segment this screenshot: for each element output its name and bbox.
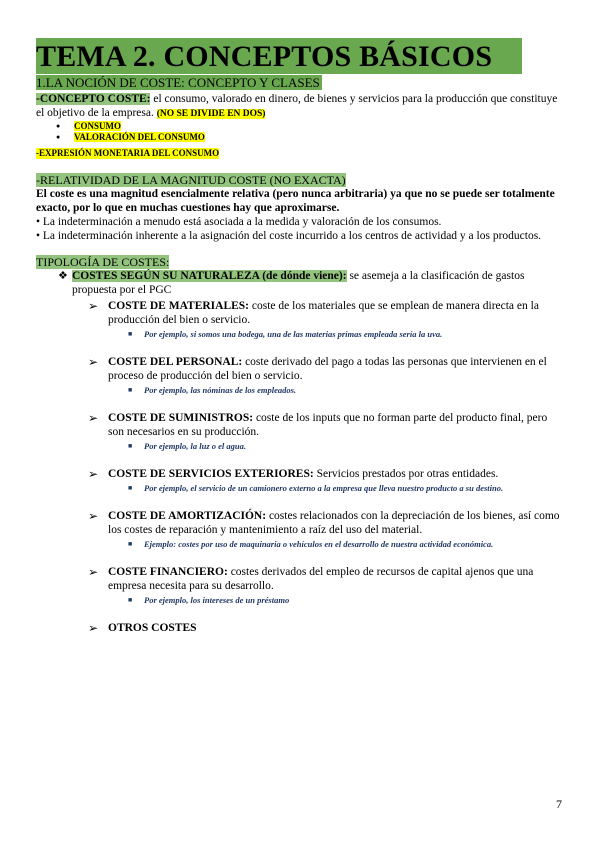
other-costs-label: OTROS COSTES xyxy=(108,622,197,634)
example-line: ■ Por ejemplo, la luz o el agua. xyxy=(128,441,246,451)
cost-text: coste derivado del pago a todas las personas que intervienen en el proceso de producción del bien o servicio. xyxy=(108,356,547,382)
concept-bullet-list xyxy=(36,121,566,143)
arrow-bullet-icon: ➢ xyxy=(88,411,99,425)
cost-label: COSTE DE MATERIALES: xyxy=(108,300,250,312)
cost-label: COSTE DEL PERSONAL: xyxy=(108,356,243,368)
document-page xyxy=(36,38,566,635)
relativity-point-1: • La indeterminación a menudo está asociada a la medida y valoración de los consumos. xyxy=(36,216,442,228)
square-bullet-icon: ■ xyxy=(128,596,133,604)
page-title: TEMA 2. CONCEPTOS BÁSICOS xyxy=(36,38,522,74)
typology-heading: TIPOLOGÍA DE COSTES: xyxy=(36,255,170,269)
nature-row xyxy=(36,269,566,297)
concept-paragraph xyxy=(36,92,566,121)
concept-label: -CONCEPTO COSTE: xyxy=(36,93,151,105)
example-line: ■ Por ejemplo, los intereses de un préstamo xyxy=(128,595,290,605)
list-item: ● VALORACIÓN DEL CONSUMO xyxy=(56,132,566,143)
square-bullet-icon: ■ xyxy=(128,330,133,338)
cost-label: COSTE DE SUMINISTROS: xyxy=(108,412,254,424)
arrow-bullet-icon: ➢ xyxy=(88,565,99,579)
cost-item xyxy=(36,565,566,606)
square-bullet-icon: ■ xyxy=(128,442,133,450)
cost-item xyxy=(36,467,566,494)
cost-item xyxy=(36,621,566,635)
list-item: ● CONSUMO xyxy=(56,121,566,132)
cost-text: coste de los materiales que se emplean de manera directa en la producción del bien o servicio. xyxy=(108,300,539,326)
example-line: ■ Por ejemplo, el servicio de un camionero externo a la empresa que lleva nuestro producto a su destino. xyxy=(128,483,504,493)
arrow-bullet-icon: ➢ xyxy=(88,509,99,523)
arrow-bullet-icon: ➢ xyxy=(88,299,99,313)
cost-label: COSTE DE AMORTIZACIÓN: xyxy=(108,510,267,522)
cost-item xyxy=(36,509,566,550)
cost-text: coste de los inputs que no forman parte del producto final, pero son necesarios en su producción. xyxy=(108,412,548,438)
cost-label: COSTE DE SERVICIOS EXTERIORES: xyxy=(108,468,314,480)
cost-text: Servicios prestados por otras entidades. xyxy=(313,468,499,480)
section-heading: 1.LA NOCIÓN DE COSTE: CONCEPTO Y CLASES xyxy=(36,75,320,90)
expression-line: -EXPRESIÓN MONETARIA DEL CONSUMO xyxy=(36,148,220,158)
arrow-bullet-icon: ➢ xyxy=(88,621,99,635)
cost-item xyxy=(36,411,566,452)
cost-item xyxy=(36,355,566,396)
example-line: ■ Por ejemplo, las nóminas de los empleados. xyxy=(128,385,297,395)
example-line: ■ Por ejemplo, si somos una bodega, una de las materias primas empleada sería la uva. xyxy=(128,329,443,339)
relativity-bold-text: El coste es una magnitud esencialmente relativa (pero nunca arbitraria) ya que no se puede ser totalmente exacto, por lo que en muchas cuestiones hay que aproximarse. xyxy=(36,188,555,214)
cost-text: costes relacionados con la depreciación de los bienes, así como los costes de reparación y mantenimiento a raíz del uso del material. xyxy=(108,510,560,536)
square-bullet-icon: ■ xyxy=(128,540,133,548)
cost-label: COSTE FINANCIERO: xyxy=(108,566,228,578)
nature-label: COSTES SEGÚN SU NATURALEZA (de dónde viene): xyxy=(72,270,347,282)
diamond-bullet-icon: ❖ xyxy=(58,270,68,282)
square-bullet-icon: ■ xyxy=(128,386,133,394)
concept-note: (NO SE DIVIDE EN DOS) xyxy=(156,109,266,119)
page-number: 7 xyxy=(556,797,562,811)
arrow-bullet-icon: ➢ xyxy=(88,355,99,369)
nature-text: se asemeja a la clasificación de gastos propuesta por el PGC xyxy=(72,270,525,296)
example-line: ■ Ejemplo: costes por uso de maquinaria o vehículos en el desarrollo de nuestra actividad económica. xyxy=(128,539,494,549)
arrow-bullet-icon: ➢ xyxy=(88,467,99,481)
relativity-point-2: • La indeterminación inherente a la asignación del coste incurrido a los centros de actividad y a los productos. xyxy=(36,230,542,242)
relativity-heading: -RELATIVIDAD DE LA MAGNITUD COSTE (NO EXACTA) xyxy=(36,173,346,187)
square-bullet-icon: ■ xyxy=(128,484,133,492)
cost-text: costes derivados del empleo de recursos de capital ajenos que una empresa necesita para su desarrollo. xyxy=(108,566,534,592)
concept-text: el consumo, valorado en dinero, de bienes y servicios para la producción que constituye el objetivo de la empresa. xyxy=(36,93,558,119)
cost-item xyxy=(36,299,566,340)
